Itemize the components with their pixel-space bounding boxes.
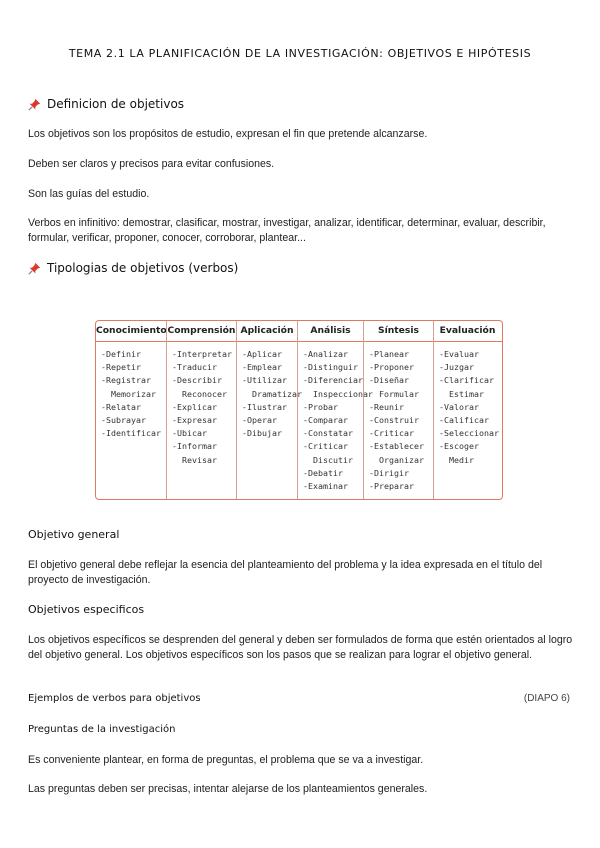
section-heading-definicion: Definicion de objetivos: [28, 97, 184, 111]
table-column-comprension: [166, 321, 236, 499]
subheading-objetivos-especificos: Objetivos especificos: [28, 603, 145, 616]
column-header: Evaluación: [439, 325, 496, 336]
paragraph: Deben ser claros y precisos para evitar confusiones.: [28, 158, 275, 170]
column-header: Conocimiento: [96, 325, 167, 336]
paragraph: Los objetivos son los propósitos de estudio, expresan el fin que pretende alcanzarse.: [28, 128, 428, 140]
subheading-ejemplos: Ejemplos de verbos para objetivos: [28, 693, 201, 704]
pushpin-icon: [28, 98, 41, 111]
column-items: -Definir -Repetir -Registrar Memorizar -Relatar -Subrayar -Identificar: [101, 349, 161, 439]
table-column-conocimiento: [96, 321, 166, 499]
table-column-evaluacion: [433, 321, 501, 499]
verbs-table: [95, 320, 503, 500]
column-items: -Evaluar -Juzgar -Clarificar Estimar -Valorar -Calificar -Seleccionar -Escoger Medir: [439, 349, 499, 465]
column-items: -Aplicar -Emplear -Utilizar Dramatizar -Ilustrar -Operar -Dibujar: [242, 349, 302, 439]
column-header: Aplicación: [240, 325, 294, 336]
slide-reference: (DIAPO 6): [523, 693, 570, 704]
paragraph: Es conveniente plantear, en forma de preguntas, el problema que se va a investigar.: [28, 754, 424, 766]
column-header: Síntesis: [377, 325, 420, 336]
paragraph: Los objetivos específicos se desprenden del general y deben ser formulados de forma que estén orientados al logro del objetivo general. Los objetivos específicos son los pasos que se realizan para lograr el objetivo general.: [28, 634, 573, 661]
column-header: Análisis: [310, 325, 351, 336]
paragraph: Verbos en infinitivo: demostrar, clasificar, mostrar, investigar, analizar, identificar, determinar, evaluar, describir, formular, verificar, proponer, conocer, corroborar, plantear...: [28, 217, 546, 244]
table-column-analisis: [297, 321, 373, 499]
column-items: -Interpretar -Traducir -Describir Reconocer -Explicar -Expresar -Ubicar -Informar Revisar: [172, 349, 232, 465]
table-column-aplicacion: [236, 321, 302, 499]
column-items: -Analizar -Distinguir -Diferenciar Inspeccionar -Probar -Comparar -Constatar -Criticar Discutir -Debatir -Examinar: [303, 349, 373, 492]
subheading-objetivo-general: Objetivo general: [28, 528, 120, 541]
paragraph: Son las guías del estudio.: [28, 188, 150, 200]
paragraph: El objetivo general debe reflejar la esencia del planteamiento del problema y la idea expresada en el título del proyecto de investigación.: [28, 559, 543, 586]
subheading-preguntas: Preguntas de la investigación: [28, 724, 176, 735]
paragraph: Las preguntas deben ser precisas, intentar alejarse de los planteamientos generales.: [28, 783, 428, 795]
pushpin-icon: [28, 262, 41, 275]
column-header: Comprensión: [167, 325, 236, 336]
section-heading-tipologias: Tipologias de objetivos (verbos): [28, 261, 238, 275]
table-column-sintesis: [363, 321, 433, 499]
column-items: -Planear -Proponer -Diseñar Formular -Reunir -Construir -Criticar -Establecer Organizar -Dirigir -Preparar: [369, 349, 424, 492]
page-title: TEMA 2.1 LA PLANIFICACIÓN DE LA INVESTIGACIÓN: OBJETIVOS E HIPÓTESIS: [68, 47, 532, 60]
